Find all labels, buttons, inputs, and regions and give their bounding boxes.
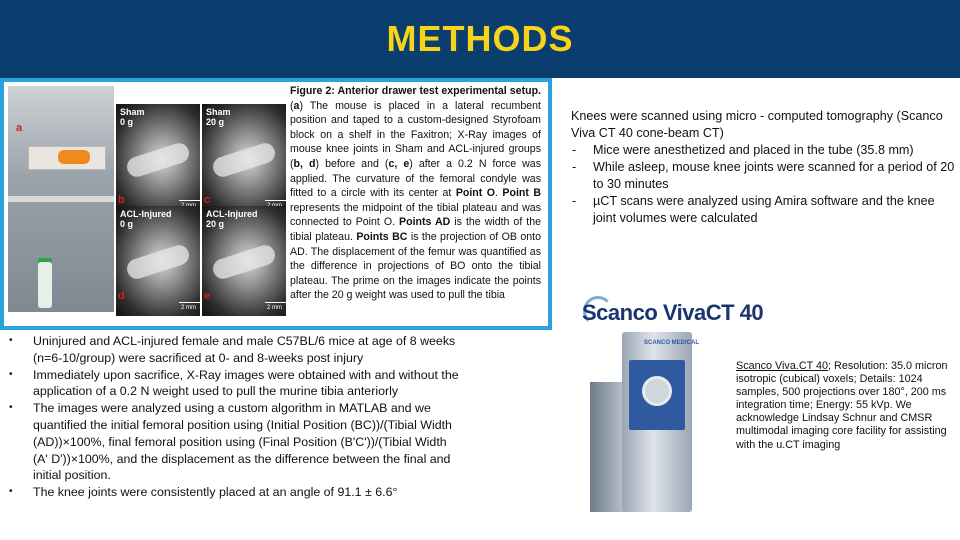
bullet-icon: •	[9, 368, 13, 380]
bullet-icon: •	[9, 402, 13, 414]
header-bar	[0, 0, 960, 78]
methods-bullet-list	[8, 333, 463, 501]
xray-label: Sham 0 g	[120, 107, 145, 127]
xray-acl-20g	[202, 206, 286, 316]
xray-label: ACL-Injured 20 g	[206, 209, 258, 229]
xray-sham-0g	[116, 104, 200, 214]
xray-label: ACL-Injured 0 g	[120, 209, 172, 229]
micro-ct-scanner-image	[582, 332, 722, 520]
panel-letter-b: b	[118, 194, 125, 206]
xray-bone	[124, 141, 191, 180]
scanco-logo: Scanco VivaCT 40	[582, 300, 764, 325]
shelf	[8, 196, 114, 202]
xray-sham-20g	[202, 104, 286, 214]
taped-mouse	[58, 150, 90, 164]
list-item: - µCT scans were analyzed using Amira software and the knee joint volumes were calculated	[572, 194, 935, 225]
setup-photo	[8, 86, 114, 312]
panel-letter-c: c	[204, 194, 211, 206]
list-item: • The knee joints were consistently placed at an angle of 91.1 ± 6.6°	[9, 485, 398, 500]
xray-acl-0g	[116, 206, 200, 316]
list-item: • Uninjured and ACL-injured female and male C57BL/6 mice at age of 8 weeks (n=6-10/group) were sacrificed at 0- and 8-weeks post injury	[9, 334, 456, 365]
scanner-specs: Scanco Viva.CT 40; Resolution: 35.0 micron isotropic (cubical) voxels; Details: 1024 samples, 500 projections over 180°, 200 ms integration time; Energy: 55 kVp. We acknowledge Lindsay Schnur and CMSR multimodal imaging core facility for assisting with the u.CT imaging	[736, 360, 948, 451]
list-item: • Immediately upon sacrifice, X-Ray images were obtained with and without the application of a 0.2 N weight used to pull the murine tibia anteriorly	[9, 367, 459, 399]
page-title: METHODS	[386, 18, 574, 59]
xray-bone	[124, 243, 191, 282]
scanner-bore	[642, 376, 672, 406]
scale-bar: 2 mm	[267, 305, 282, 311]
xray-label: Sham 20 g	[206, 107, 231, 127]
bullet-icon: •	[9, 486, 13, 498]
dash-icon: -	[572, 194, 577, 208]
micro-ct-intro: Knees were scanned using micro - computed tomography (Scanco Viva CT 40 cone-beam CT)	[571, 109, 943, 140]
list-item: - Mice were anesthetized and placed in the tube (35.8 mm)	[572, 143, 914, 157]
xray-bone	[210, 141, 277, 180]
dash-icon: -	[572, 160, 577, 174]
scale-bar: 2 mm	[181, 305, 196, 311]
dash-icon: -	[572, 143, 577, 157]
scanner-side	[590, 382, 624, 512]
panel-letter-d: d	[118, 290, 125, 302]
scanner-brand-label: SCANCO MEDICAL	[644, 340, 699, 346]
figure-caption: Figure 2: Anterior drawer test experimental setup. (a) The mouse is placed in a lateral recumbent position and taped to a custom-designed Styrofoam block on a shelf in the Faxitron; X-Ray images of mouse knee joints in Sham and ACL-injured groups (b, d) before and (c, e) after a 0.2 N force was applied. The curvature of the femoral condyle was fitted to a circle with its center at Point O. Point B represents the midpoint of the tibial plateau and was connected to Point O. Points AD is the width of the tibial plateau. Points BC is the projection of OB onto AD. The displacement of the femur was quantified as the difference in projections of BO onto the tibial plateau. The prime on the images indicate the points after the 20 g weight was used to pull the tibia	[290, 85, 541, 302]
panel-letter-a: a	[16, 122, 23, 134]
micro-ct-description	[571, 108, 956, 227]
list-item: • The images were analyzed using a custom algorithm in MATLAB and we quantified the initial femoral position using (Initial Position (BC))/(Tibial Width (AD))×100%, final femoral position using (Final Position (B'C'))/(Tibial Width (A' D'))×100%, and the displacement as the difference between the final and initial position.	[9, 401, 452, 483]
scan-tube	[38, 262, 52, 308]
bullet-icon: •	[9, 335, 13, 346]
list-item: - While asleep, mouse knee joints were scanned for a period of 20 to 30 minutes	[572, 160, 955, 191]
panel-letter-e: e	[204, 290, 211, 302]
xray-bone	[210, 243, 277, 282]
